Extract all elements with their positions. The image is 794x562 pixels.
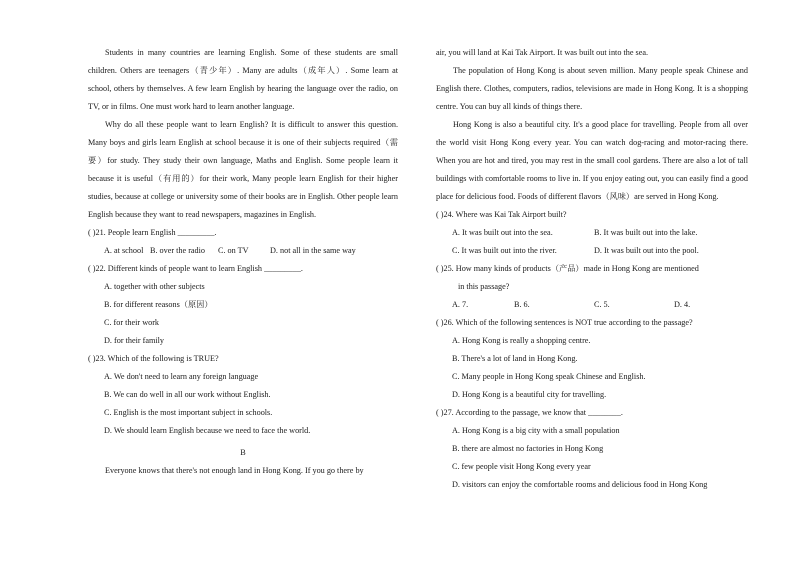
q21-option-a: A. at school [104,246,144,255]
q21-option-d: D. not all in the same way [270,246,356,255]
q24-option-a: A. It was built out into the sea. [452,228,553,237]
q25-option-d: D. 4. [674,300,691,309]
q24-option-c: C. It was built out into the river. [452,246,557,255]
question-23: ( )23. Which of the following is TRUE? [88,354,219,363]
passage-b-start: Everyone knows that there's not enough land in Hong Kong. If you go there by [105,466,364,475]
question-24-options-row-2 [436,242,748,260]
passage-b-paragraph-1: air, you will land at Kai Tak Airport. It was built out into the sea. [436,48,649,57]
q22-option-c: C. for their work [104,318,160,327]
q27-option-b: B. there are almost no factories in Hong Kong [452,444,604,453]
q27-option-d: D. visitors can enjoy the comfortable rooms and delicious food in Hong Kong [452,480,708,489]
q25-option-b: B. 6. [514,300,530,309]
question-25-continued: in this passage? [458,282,510,291]
q26-option-d: D. Hong Kong is a beautiful city for travelling. [452,390,607,399]
question-25: ( )25. How many kinds of products（产品）made in Hong Kong are mentioned [436,264,699,273]
q27-option-a: A. Hong Kong is a big city with a small population [452,426,620,435]
question-22: ( )22. Different kinds of people want to learn English _________. [88,264,303,273]
q21-option-c: C. on TV [218,246,249,255]
section-b-heading: B [240,448,246,457]
question-24-options-row-1 [436,224,748,242]
q26-option-b: B. There's a lot of land in Hong Kong. [452,354,578,363]
q22-option-a: A. together with other subjects [104,282,205,291]
q21-option-b: B. over the radio [150,246,206,255]
passage-b-paragraph-3: Hong Kong is also a beautiful city. It's a good place for travelling. People from all over the world visit Hong Kong every year. You can watch dog-racing and motor-racing there. When you are hot and tired, you may rest in the small cool gardens. There are also a lot of tall buildings with comfortable rooms to live in. If you enjoy eating out, you can easily find a good place for delicious food. Foods of different flavors（风味）are served in Hong Kong. [436,120,748,201]
question-21-options [88,242,398,260]
question-26: ( )26. Which of the following sentences is NOT true according to the passage? [436,318,693,327]
q23-option-b: B. We can do well in all our work without English. [104,390,271,399]
question-25-options [436,296,748,314]
passage-b-paragraph-2: The population of Hong Kong is about seven million. Many people speak Chinese and English there. Clothes, computers, radios, televisions are made in Hong Kong. It is a shopping centre. You can buy all kinds of things there. [436,66,748,111]
right-column [436,44,748,494]
q26-option-c: C. Many people in Hong Kong speak Chinese and English. [452,372,646,381]
passage-a-paragraph-1: Students in many countries are learning English. Some of these students are small children. Others are teenagers（青少年）. Many are adults（成年人）. Some learn at school, others by themselves. A few learn English by hearing the language over the radio, on TV, or in films. One must work hard to learn another language. [88,48,398,111]
q23-option-a: A. We don't need to learn any foreign language [104,372,259,381]
question-27: ( )27. According to the passage, we know that ________. [436,408,623,417]
q24-option-d: D. It was built out into the pool. [594,246,699,255]
left-column [88,44,398,480]
q25-option-a: A. 7. [452,300,469,309]
q22-option-b: B. for different reasons（原因） [104,300,213,309]
question-24: ( )24. Where was Kai Tak Airport built? [436,210,567,219]
question-21: ( )21. People learn English _________. [88,228,217,237]
passage-a-paragraph-2: Why do all these people want to learn English? It is difficult to answer this question. Many boys and girls learn English at school because it is one of their subjects required（需要）for study. They study their own language, Maths and English. Some people learn it because it is useful（有用的）for their work, Many people learn English for their higher studies, because at college or university some of their books are in English. Other people learn English because they want to read newspapers, magazines in English. [88,120,398,219]
q27-option-c: C. few people visit Hong Kong every year [452,462,591,471]
q24-option-b: B. It was built out into the lake. [594,228,698,237]
q23-option-c: C. English is the most important subject in schools. [104,408,273,417]
q23-option-d: D. We should learn English because we need to face the world. [104,426,311,435]
q26-option-a: A. Hong Kong is really a shopping centre. [452,336,591,345]
q25-option-c: C. 5. [594,300,610,309]
q22-option-d: D. for their family [104,336,165,345]
